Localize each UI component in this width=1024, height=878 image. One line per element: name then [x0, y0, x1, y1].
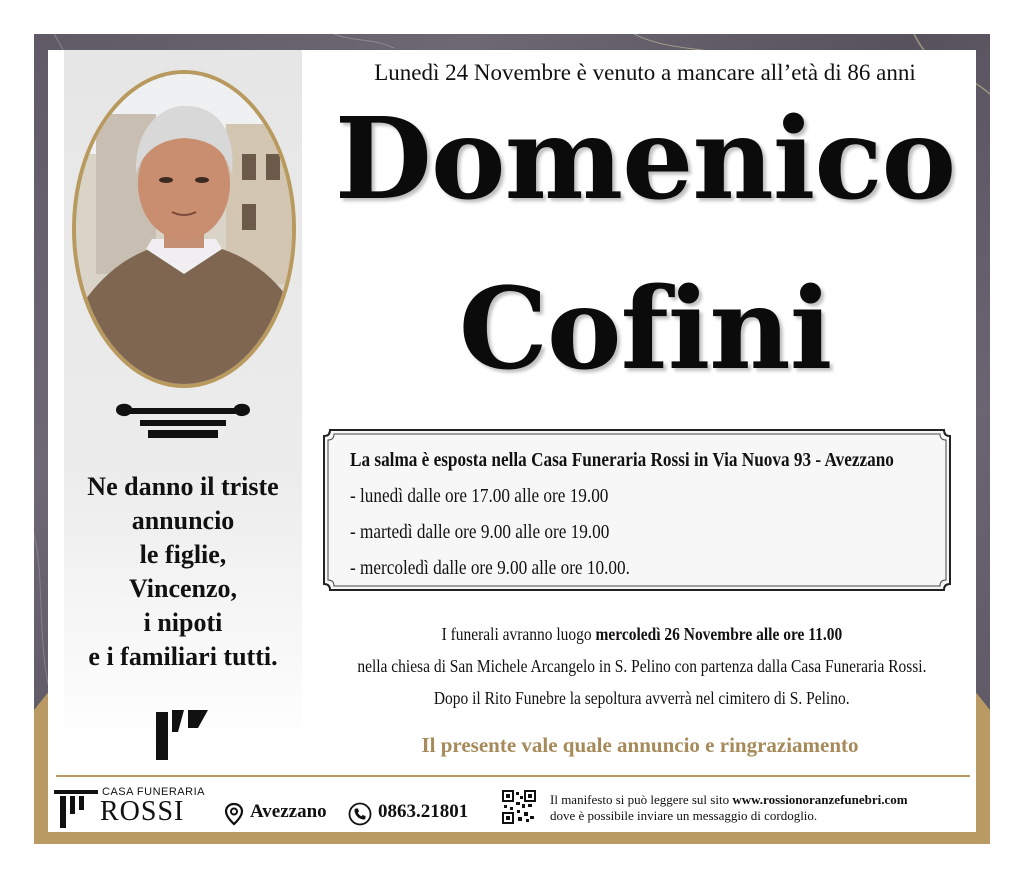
- deceased-first-name: Domenico: [334, 94, 956, 225]
- funeral-info: [302, 618, 982, 714]
- viewing-hours-line: - martedì dalle ore 9.00 alle ore 19.00: [350, 521, 610, 543]
- announcement-line: Ne danno il triste: [87, 472, 279, 501]
- gold-trim-bottom: [34, 832, 990, 844]
- brand-subtitle: CASA FUNERARIA: [102, 786, 205, 798]
- viewing-info-text: [350, 442, 950, 586]
- rossi-mark-icon: [154, 706, 210, 762]
- thanks-line: Il presente vale quale annuncio e ringraziamento: [421, 733, 859, 757]
- announcement: [66, 470, 300, 674]
- footer-divider: [56, 775, 970, 777]
- death-headline: Lunedì 24 Novembre è venuto a mancare all’età di 86 anni: [374, 60, 916, 85]
- announcement-line: le figlie,: [139, 540, 227, 569]
- brand-name: ROSSI: [100, 796, 185, 827]
- announcement-line: e i familiari tutti.: [88, 642, 278, 671]
- location-pin-icon: [224, 802, 244, 826]
- qr-code-icon: [502, 790, 536, 824]
- announcement-line: annuncio: [131, 506, 235, 535]
- viewing-title: La salma è esposta nella Casa Funeraria Rossi in Via Nuova 93 - Avezzano: [350, 449, 894, 471]
- phone-number: 0863.21801: [378, 801, 469, 822]
- viewing-hours-line: - mercoledì dalle ore 9.00 alle ore 10.00.: [350, 557, 630, 579]
- column-capital-icon: [112, 402, 254, 442]
- funeral-intro: I funerali avranno luogo: [441, 624, 596, 644]
- footer-note: [550, 792, 908, 824]
- footer-note-line2: dove è possibile inviare un messaggio di cordoglio.: [550, 808, 818, 823]
- portrait-photo: [72, 70, 296, 388]
- phone-icon: [348, 802, 372, 826]
- funeral-datetime: mercoledì 26 Novembre alle ore 11.00: [595, 624, 843, 644]
- website-link[interactable]: www.rossionoranzefunebri.com: [732, 792, 908, 807]
- funeral-church: nella chiesa di San Michele Arcangelo in S. Pelino con partenza dalla Casa Funeraria Rossi.: [357, 656, 927, 676]
- announcement-line: i nipoti: [143, 608, 223, 637]
- viewing-hours-line: - lunedì dalle ore 17.00 alle ore 19.00: [350, 485, 609, 507]
- funeral-burial: Dopo il Rito Funebre la sepoltura avverrà nel cimitero di S. Pelino.: [434, 688, 850, 708]
- announcement-line: Vincenzo,: [128, 574, 238, 603]
- footer-note-intro: Il manifesto si può leggere sul sito: [550, 792, 733, 807]
- deceased-last-name: Cofini: [458, 264, 832, 395]
- location-text: Avezzano: [250, 801, 327, 822]
